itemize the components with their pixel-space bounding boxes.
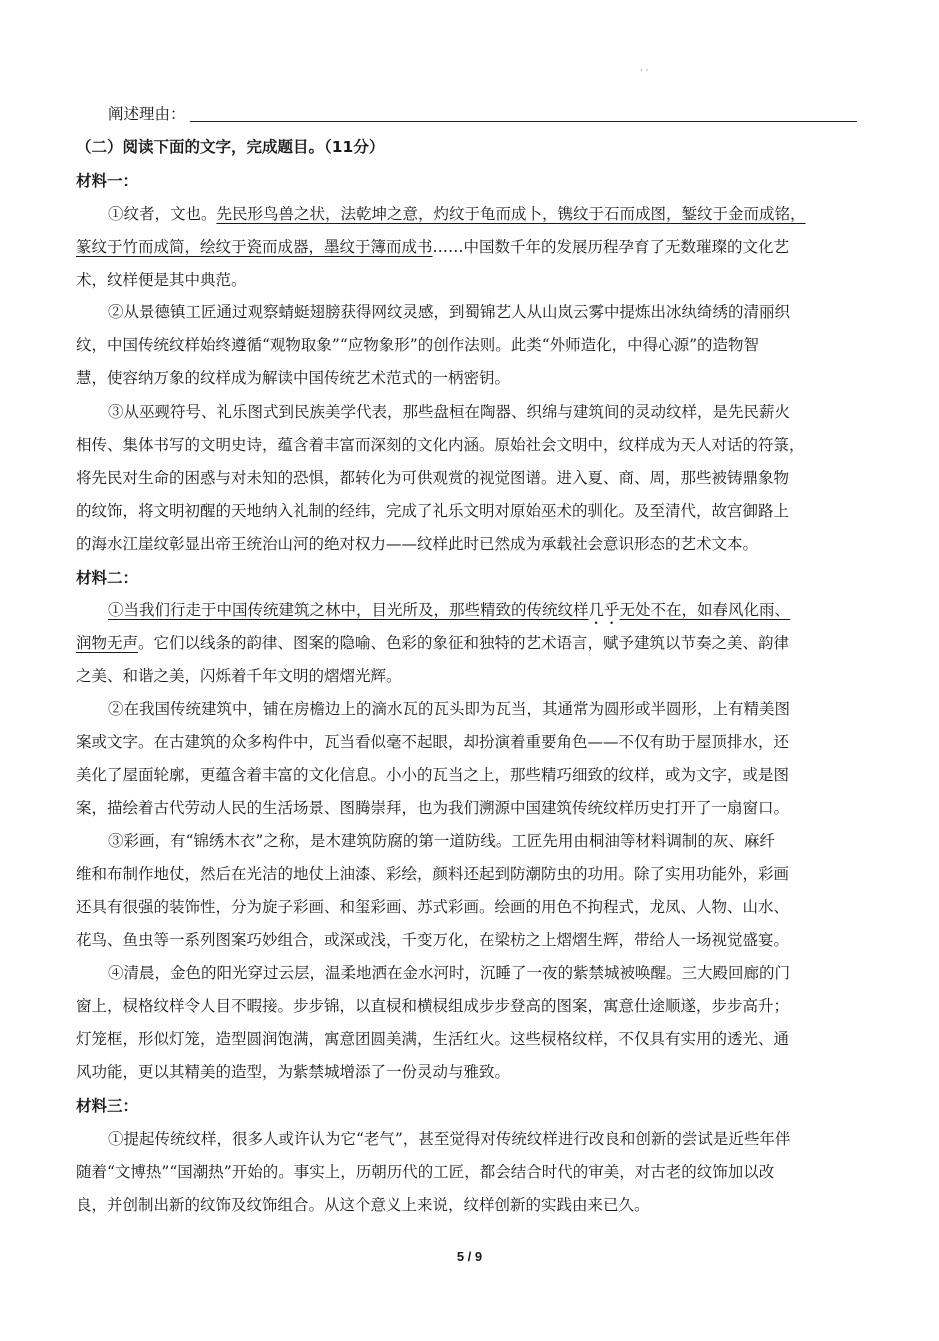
section-heading: （二）阅读下面的文字，完成题目。（11分） — [76, 138, 385, 156]
m1-p3-line2: 相传、集体书写的文明史诗，蕴含着丰富而深刻的文化内涵。原始社会文明中，纹样成为天人对话的符箓， — [76, 436, 805, 454]
m2-p4-line2: 窗上，棂格纹样令人目不暇接。步步锦，以直棂和横棂组成步步登高的图案，寓意仕途顺遂，步步高升； — [76, 997, 790, 1015]
m2-p2-line4: 案，描绘着古代劳动人民的生活场景、图腾崇拜，也为我们溯源中国建筑传统纹样历史打开了一扇窗口。 — [76, 799, 790, 817]
m3-p1-line3: 良，并创制出新的纹饰及纹饰组合。从这个意义上来说，纹样创新的实践由来已久。 — [76, 1196, 650, 1214]
m3-p1-line1: ①提起传统纹样，很多人或许认为它“老气”，甚至觉得对传统纹样进行改良和创新的尝试是近些年伴 — [108, 1130, 791, 1148]
m3-p1-line2: 随着“文博热”“国潮热”开始的。事实上，历朝历代的工匠，都会结合时代的审美，对古老的纹饰加以改 — [76, 1163, 775, 1181]
m2-p2-line1: ②在我国传统建筑中，铺在房檐边上的滴水瓦的瓦头即为瓦当，其通常为圆形或半圆形，上有精美图 — [108, 700, 791, 718]
underlined-text: 先民形鸟兽之状，法乾坤之意，灼纹于龟而成卜，镌纹于石而成图，錾纹于金而成铭， — [216, 205, 806, 223]
material-2-title: 材料二： — [76, 569, 139, 587]
m2-p3-line4: 花鸟、鱼虫等一系列图案巧妙组合，或深或浅，千变万化，在梁枋之上熠熠生辉，带给人一场视觉盛宴。 — [76, 931, 790, 949]
underlined-text: 篆纹于竹而成简，绘纹于瓷而成器，墨纹于簿而成书 — [76, 238, 433, 256]
material-1-title: 材料一： — [76, 172, 139, 190]
m1-p2-line1: ②从景德镇工匠通过观察蜻蜓翅膀获得网纹灵感，到蜀锦艺人从山岚云雾中提炼出冰纨绮绣的清丽织 — [108, 303, 791, 321]
m2-p4-line4: 风功能，更以其精美的造型，为紫禁城增添了一份灵动与雅致。 — [76, 1063, 511, 1081]
m1-p2-line3: 慧，使容纳万象的纹样成为解读中国传统艺术范式的一柄密钥。 — [76, 369, 511, 387]
m2-p3-line2: 维和布制作地仗，然后在光洁的地仗上油漆、彩绘，颜料还起到防潮防虫的功用。除了实用功能外，彩画 — [76, 865, 790, 883]
m1-p3-line1: ③从巫觋符号、礼乐图式到民族美学代表，那些盘桓在陶器、织绵与建筑间的灵动纹样，是先民薪火 — [108, 403, 791, 421]
m1-p1-line3: 术，纹样便是其中典范。 — [76, 271, 247, 289]
underlined-text: 润物无声 — [76, 634, 139, 652]
m1-p3-line5: 的海水江崖纹彰显出帝王统治山河的绝对权力——纹样此时已然成为承载社会意识形态的艺术文本。 — [76, 535, 759, 553]
m1-p1-line1 — [108, 203, 866, 225]
emphasis-text: 几乎 — [588, 601, 620, 619]
page-number: 5 / 9 — [456, 1249, 483, 1264]
m1-p3-line3: 将先民对生命的困惑与对未知的恐惧，都转化为可供观赏的视觉图谱。进入夏、商、周，那些被铸鼎象物 — [76, 469, 790, 487]
text-run: ①纹者，文也。 — [108, 205, 217, 223]
m2-p1-line2 — [76, 632, 866, 654]
m1-p1-line2 — [76, 236, 866, 258]
text-run: 。它们以线条的韵律、图案的隐喻、色彩的象征和独特的艺术语言，赋予建筑以节奏之美、韵律 — [138, 634, 790, 652]
m2-p4-line1: ④清晨，金色的阳光穿过云层，温柔地洒在金水河时，沉睡了一夜的紫禁城被唤醒。三大殿回廊的门 — [108, 964, 791, 982]
underlined-text: 无处不在，如春风化雨、 — [619, 601, 791, 619]
m2-p3-line1: ③彩画，有“锦绣木衣”之称，是木建筑防腐的第一道防线。工匠先用由桐油等材料调制的灰、麻纤 — [108, 832, 775, 850]
top-marks: · · — [640, 66, 649, 76]
m2-p1-line1 — [108, 599, 866, 628]
material-3-title: 材料三： — [76, 1097, 139, 1115]
m2-p3-line3: 还具有很强的装饰性，分为旋子彩画、和玺彩画、苏式彩画。绘画的用色不拘程式，龙凤、人物、山水、 — [76, 898, 790, 916]
text-run: ……中国数千年的发展历程孕育了无数璀璨的文化艺 — [432, 238, 790, 256]
m2-p4-line3: 灯笼框，形似灯笼，造型圆润饱满，寓意团圆美满，生活红火。这些棂格纹样，不仅具有实用的透光、通 — [76, 1030, 790, 1048]
m2-p2-line2: 案或文字。在古建筑的众多构件中，瓦当看似毫不起眼，却扮演着重要角色——不仅有助于屋顶排水，还 — [76, 733, 790, 751]
m2-p2-line3: 美化了屋面轮廓，更蕴含着丰富的文化信息。小小的瓦当之上，那些精巧细致的纹样，或为文字，或是图 — [76, 766, 790, 784]
underlined-text: ①当我们行走于中国传统建筑之林中，目光所及，那些精致的传统纹样 — [108, 601, 589, 619]
reason-label: 阐述理由： — [108, 105, 186, 123]
m1-p2-line2: 纹，中国传统纹样始终遵循“观物取象”“应物象形”的创作法则。此类“外师造化，中得心源”的造物智 — [76, 336, 760, 354]
m2-p1-line3: 之美、和谐之美，闪烁着千年文明的熠熠光辉。 — [76, 667, 402, 685]
answer-blank-line[interactable] — [190, 121, 857, 122]
m1-p3-line4: 的纹饰，将文明初醒的天地纳入礼制的经纬，完成了礼乐文明对原始巫术的驯化。及至清代，故宫御路上 — [76, 502, 790, 520]
